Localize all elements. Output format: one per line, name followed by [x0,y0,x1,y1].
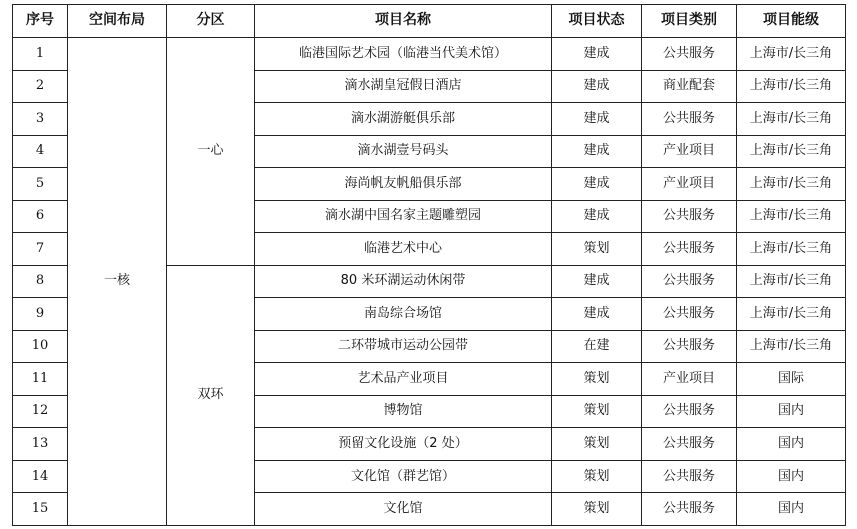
row-no: 13 [13,428,68,461]
row-no: 11 [13,363,68,396]
row-status: 策划 [552,363,642,396]
row-name: 文化馆（群艺馆） [255,460,552,493]
row-name: 滴水湖中国名家主题雕塑园 [255,200,552,233]
row-status: 建成 [552,70,642,103]
row-no: 8 [13,265,68,298]
header-zone: 分区 [167,5,255,38]
row-name: 博物馆 [255,395,552,428]
row-status: 建成 [552,200,642,233]
row-name: 艺术品产业项目 [255,363,552,396]
header-status: 项目状态 [552,5,642,38]
row-no: 1 [13,38,68,71]
row-no: 3 [13,103,68,136]
row-category: 公共服务 [642,330,737,363]
row-level: 上海市/长三角 [737,168,846,201]
row-no: 12 [13,395,68,428]
row-category: 公共服务 [642,395,737,428]
header-name: 项目名称 [255,5,552,38]
row-name: 海尚帆友帆船俱乐部 [255,168,552,201]
row-no: 7 [13,233,68,266]
zone-cell: 一心 [167,38,255,266]
row-level: 国内 [737,493,846,526]
header-category: 项目类别 [642,5,737,38]
row-status: 建成 [552,298,642,331]
row-level: 上海市/长三角 [737,135,846,168]
row-status: 策划 [552,428,642,461]
header-row [13,5,846,38]
row-level: 上海市/长三角 [737,38,846,71]
row-level: 上海市/长三角 [737,330,846,363]
row-category: 公共服务 [642,298,737,331]
row-level: 上海市/长三角 [737,103,846,136]
row-category: 产业项目 [642,363,737,396]
row-no: 9 [13,298,68,331]
row-category: 产业项目 [642,168,737,201]
row-category: 产业项目 [642,135,737,168]
row-level: 上海市/长三角 [737,200,846,233]
row-category: 公共服务 [642,233,737,266]
row-status: 建成 [552,265,642,298]
header-level: 项目能级 [737,5,846,38]
row-level: 国际 [737,363,846,396]
row-name: 临港国际艺术园（临港当代美术馆） [255,38,552,71]
row-category: 公共服务 [642,38,737,71]
header-layout: 空间布局 [68,5,167,38]
row-status: 建成 [552,135,642,168]
layout-cell: 一核 [68,38,167,526]
row-level: 上海市/长三角 [737,298,846,331]
table-row [13,38,846,71]
row-status: 策划 [552,233,642,266]
row-no: 14 [13,460,68,493]
row-name: 滴水湖皇冠假日酒店 [255,70,552,103]
row-category: 公共服务 [642,103,737,136]
row-status: 在建 [552,330,642,363]
row-category: 公共服务 [642,428,737,461]
row-name: 文化馆 [255,493,552,526]
row-name: 滴水湖壹号码头 [255,135,552,168]
row-name: 临港艺术中心 [255,233,552,266]
zone-cell: 双环 [167,265,255,525]
row-category: 公共服务 [642,200,737,233]
row-no: 4 [13,135,68,168]
row-category: 公共服务 [642,460,737,493]
row-name: 南岛综合场馆 [255,298,552,331]
row-level: 国内 [737,460,846,493]
row-status: 建成 [552,103,642,136]
row-category: 公共服务 [642,265,737,298]
row-name: 滴水湖游艇俱乐部 [255,103,552,136]
row-level: 上海市/长三角 [737,233,846,266]
row-status: 建成 [552,38,642,71]
row-category: 公共服务 [642,493,737,526]
row-no: 15 [13,493,68,526]
row-status: 策划 [552,460,642,493]
row-category: 商业配套 [642,70,737,103]
row-status: 建成 [552,168,642,201]
row-no: 6 [13,200,68,233]
row-name: 预留文化设施（2 处） [255,428,552,461]
row-level: 国内 [737,395,846,428]
project-table [12,4,846,526]
header-no: 序号 [13,5,68,38]
row-level: 上海市/长三角 [737,70,846,103]
row-name: 80 米环湖运动休闲带 [255,265,552,298]
row-no: 5 [13,168,68,201]
row-no: 2 [13,70,68,103]
row-level: 上海市/长三角 [737,265,846,298]
row-status: 策划 [552,493,642,526]
row-name: 二环带城市运动公园带 [255,330,552,363]
row-level: 国内 [737,428,846,461]
row-status: 策划 [552,395,642,428]
row-no: 10 [13,330,68,363]
